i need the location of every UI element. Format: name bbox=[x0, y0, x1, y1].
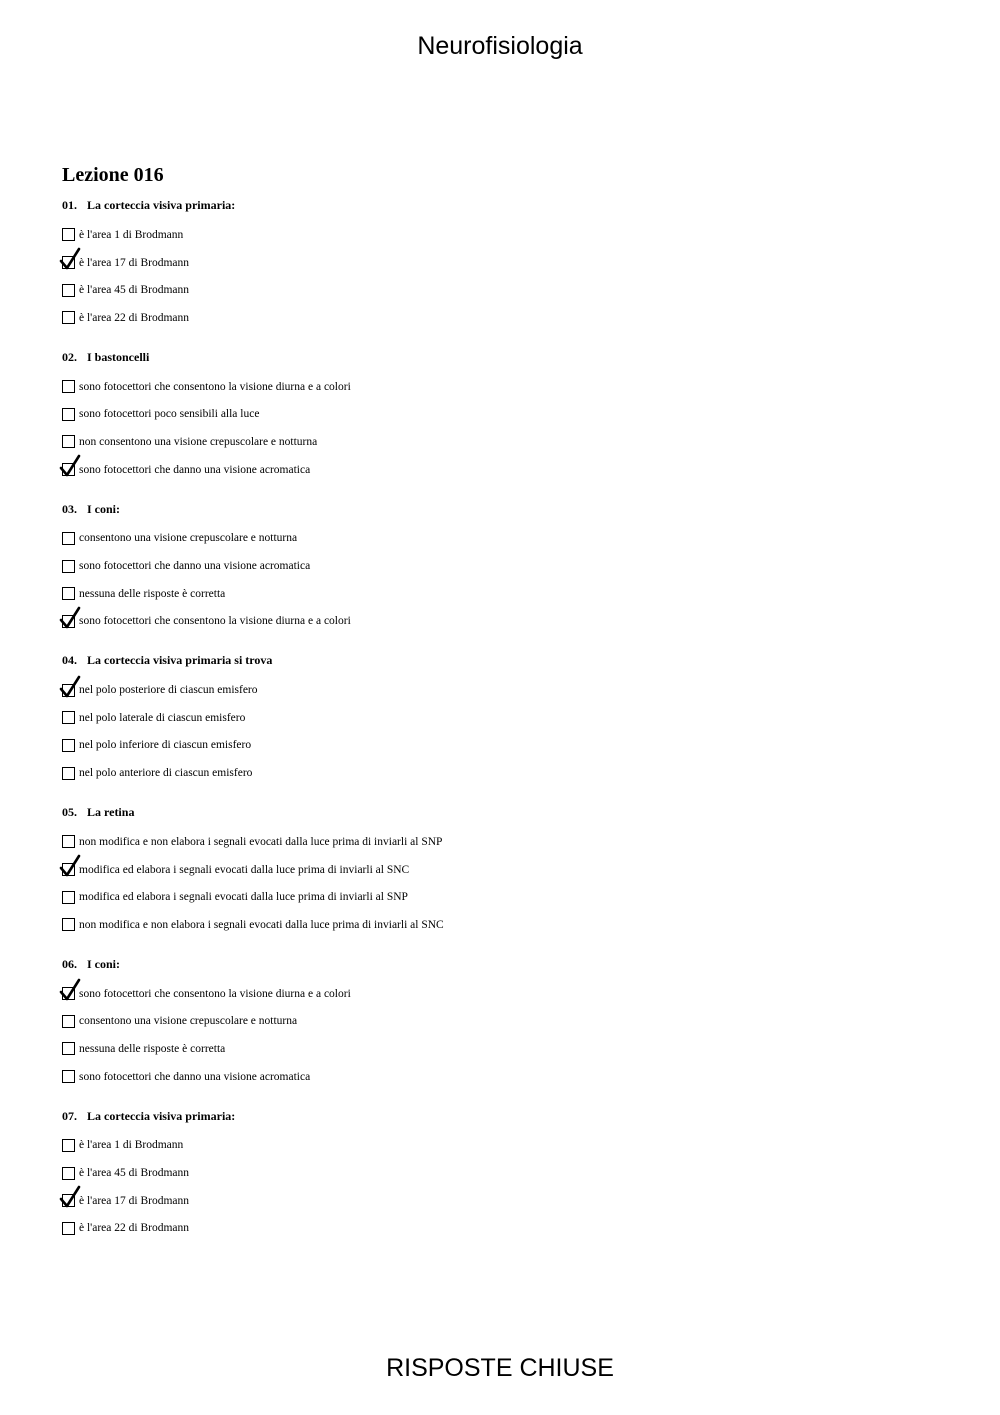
answer-option-label: sono fotocettori che danno una visione acromatica bbox=[79, 1070, 311, 1083]
answer-option-label: nessuna delle risposte è corretta bbox=[79, 1042, 226, 1055]
answer-option-label: sono fotocettori che consentono la visione diurna e a colori bbox=[79, 987, 351, 1000]
checkbox[interactable] bbox=[62, 1015, 75, 1028]
question-text: I coni: bbox=[87, 501, 120, 516]
answer-option[interactable] bbox=[62, 456, 962, 484]
checkbox-checked[interactable] bbox=[62, 1194, 75, 1207]
answer-option-label: nel polo anteriore di ciascun emisfero bbox=[79, 767, 253, 780]
answer-option[interactable] bbox=[62, 373, 962, 401]
checkmark-icon bbox=[59, 454, 83, 478]
answer-option-label: sono fotocettori poco sensibili alla luce bbox=[79, 408, 260, 421]
question-text: La corteccia visiva primaria: bbox=[87, 198, 236, 212]
lesson-title: Lezione 016 bbox=[62, 164, 164, 186]
answer-option-label: modifica ed elabora i segnali evocati dalla luce prima di inviarli al SNP bbox=[79, 891, 408, 904]
answer-option[interactable] bbox=[62, 552, 962, 580]
checkbox[interactable] bbox=[62, 1222, 75, 1235]
footer-title: RISPOSTE CHIUSE bbox=[386, 1354, 614, 1382]
answer-option-label: nel polo inferiore di ciascun emisfero bbox=[79, 739, 252, 752]
answer-option[interactable] bbox=[62, 676, 962, 704]
answer-option[interactable] bbox=[62, 580, 962, 608]
question-header bbox=[62, 652, 962, 669]
page-title: Neurofisiologia bbox=[417, 32, 583, 60]
answer-option-label: non modifica e non elabora i segnali evocati dalla luce prima di inviarli al SNP bbox=[79, 835, 443, 848]
checkbox[interactable] bbox=[62, 380, 75, 393]
checkbox[interactable] bbox=[62, 918, 75, 931]
checkbox-checked[interactable] bbox=[62, 615, 75, 628]
checkbox[interactable] bbox=[62, 1070, 75, 1083]
question-number: 02. bbox=[62, 349, 77, 364]
answer-option[interactable] bbox=[62, 1215, 962, 1243]
answer-options bbox=[62, 1132, 962, 1243]
checkbox[interactable] bbox=[62, 560, 75, 573]
answer-option[interactable] bbox=[62, 911, 962, 939]
question-4 bbox=[62, 652, 962, 787]
answer-option[interactable] bbox=[62, 304, 962, 332]
checkbox-checked[interactable] bbox=[62, 863, 75, 876]
checkbox[interactable] bbox=[62, 711, 75, 724]
checkbox[interactable] bbox=[62, 311, 75, 324]
answer-option-label: è l'area 45 di Brodmann bbox=[79, 284, 190, 297]
question-header bbox=[62, 197, 962, 214]
checkbox[interactable] bbox=[62, 532, 75, 545]
question-number: 06. bbox=[62, 956, 77, 971]
checkbox-checked[interactable] bbox=[62, 987, 75, 1000]
question-text: I bastoncelli bbox=[87, 349, 150, 364]
answer-options bbox=[62, 980, 962, 1091]
question-text: I coni: bbox=[87, 956, 120, 971]
question-5 bbox=[62, 804, 962, 939]
checkbox[interactable] bbox=[62, 891, 75, 904]
answer-option-label: è l'area 17 di Brodmann bbox=[79, 1194, 190, 1207]
answer-option[interactable] bbox=[62, 883, 962, 911]
checkbox[interactable] bbox=[62, 739, 75, 752]
answer-option-label: è l'area 1 di Brodmann bbox=[79, 1139, 184, 1152]
answer-option-label: non modifica e non elabora i segnali evocati dalla luce prima di inviarli al SNC bbox=[79, 918, 444, 931]
answer-option[interactable] bbox=[62, 856, 962, 884]
quiz-list bbox=[62, 197, 962, 1259]
answer-option[interactable] bbox=[62, 980, 962, 1008]
answer-option[interactable] bbox=[62, 400, 962, 428]
checkbox[interactable] bbox=[62, 435, 75, 448]
answer-option[interactable] bbox=[62, 1035, 962, 1063]
answer-option-label: consentono una visione crepuscolare e notturna bbox=[79, 1015, 298, 1028]
question-number: 05. bbox=[62, 805, 77, 819]
answer-option-label: non consentono una visione crepuscolare e notturna bbox=[79, 435, 318, 448]
question-header bbox=[62, 956, 962, 973]
answer-option[interactable] bbox=[62, 221, 962, 249]
answer-option-label: sono fotocettori che consentono la visione diurna e a colori bbox=[79, 615, 351, 628]
answer-option-label: consentono una visione crepuscolare e notturna bbox=[79, 532, 298, 545]
checkbox[interactable] bbox=[62, 587, 75, 600]
question-header bbox=[62, 804, 962, 821]
answer-option[interactable] bbox=[62, 276, 962, 304]
answer-options bbox=[62, 373, 962, 484]
question-2 bbox=[62, 349, 962, 484]
answer-option[interactable] bbox=[62, 1132, 962, 1160]
question-text: La retina bbox=[87, 805, 135, 819]
answer-option-label: nel polo laterale di ciascun emisfero bbox=[79, 711, 246, 724]
answer-options bbox=[62, 221, 962, 332]
question-number: 07. bbox=[62, 1108, 77, 1123]
answer-option[interactable] bbox=[62, 428, 962, 456]
answer-option[interactable] bbox=[62, 525, 962, 553]
checkbox-checked[interactable] bbox=[62, 684, 75, 697]
answer-option[interactable] bbox=[62, 759, 962, 787]
checkbox[interactable] bbox=[62, 835, 75, 848]
answer-option[interactable] bbox=[62, 1187, 962, 1215]
answer-option-label: modifica ed elabora i segnali evocati dalla luce prima di inviarli al SNC bbox=[79, 863, 410, 876]
answer-option-label: nel polo posteriore di ciascun emisfero bbox=[79, 684, 258, 697]
checkbox[interactable] bbox=[62, 1139, 75, 1152]
question-number: 03. bbox=[62, 501, 77, 516]
question-6 bbox=[62, 956, 962, 1091]
answer-option-label: sono fotocettori che danno una visione acromatica bbox=[79, 560, 311, 573]
answer-option-label: sono fotocettori che danno una visione acromatica bbox=[79, 463, 311, 476]
checkbox[interactable] bbox=[62, 1042, 75, 1055]
answer-option[interactable] bbox=[62, 828, 962, 856]
answer-option[interactable] bbox=[62, 1159, 962, 1187]
answer-option-label: è l'area 22 di Brodmann bbox=[79, 1222, 190, 1235]
checkbox[interactable] bbox=[62, 408, 75, 421]
question-header bbox=[62, 1108, 962, 1125]
answer-option[interactable] bbox=[62, 249, 962, 277]
question-1 bbox=[62, 197, 962, 332]
checkmark-icon bbox=[59, 247, 83, 271]
answer-option-label: sono fotocettori che consentono la visione diurna e a colori bbox=[79, 380, 351, 393]
checkbox[interactable] bbox=[62, 228, 75, 241]
answer-option[interactable] bbox=[62, 608, 962, 636]
question-header bbox=[62, 349, 962, 366]
answer-option-label: è l'area 22 di Brodmann bbox=[79, 311, 190, 324]
checkmark-icon bbox=[59, 1185, 83, 1209]
question-text: La corteccia visiva primaria si trova bbox=[87, 653, 273, 668]
question-number: 04. bbox=[62, 653, 77, 668]
checkmark-icon bbox=[59, 854, 83, 878]
checkmark-icon bbox=[59, 675, 83, 699]
answer-option-label: è l'area 1 di Brodmann bbox=[79, 228, 184, 241]
answer-option[interactable] bbox=[62, 1007, 962, 1035]
answer-option[interactable] bbox=[62, 732, 962, 760]
checkbox[interactable] bbox=[62, 767, 75, 780]
question-text: La corteccia visiva primaria: bbox=[87, 1108, 236, 1123]
answer-option-label: è l'area 45 di Brodmann bbox=[79, 1167, 190, 1180]
answer-option[interactable] bbox=[62, 1063, 962, 1091]
answer-option[interactable] bbox=[62, 704, 962, 732]
answer-option-label: è l'area 17 di Brodmann bbox=[79, 256, 190, 269]
question-7 bbox=[62, 1108, 962, 1243]
question-3 bbox=[62, 501, 962, 636]
answer-option-label: nessuna delle risposte è corretta bbox=[79, 587, 226, 600]
checkbox[interactable] bbox=[62, 1167, 75, 1180]
checkmark-icon bbox=[59, 978, 83, 1002]
question-header bbox=[62, 501, 962, 518]
answer-options bbox=[62, 676, 962, 787]
answer-options bbox=[62, 828, 962, 939]
answer-options bbox=[62, 525, 962, 636]
question-number: 01. bbox=[62, 198, 77, 212]
checkbox-checked[interactable] bbox=[62, 256, 75, 269]
checkmark-icon bbox=[59, 606, 83, 630]
checkbox-checked[interactable] bbox=[62, 463, 75, 476]
checkbox[interactable] bbox=[62, 284, 75, 297]
